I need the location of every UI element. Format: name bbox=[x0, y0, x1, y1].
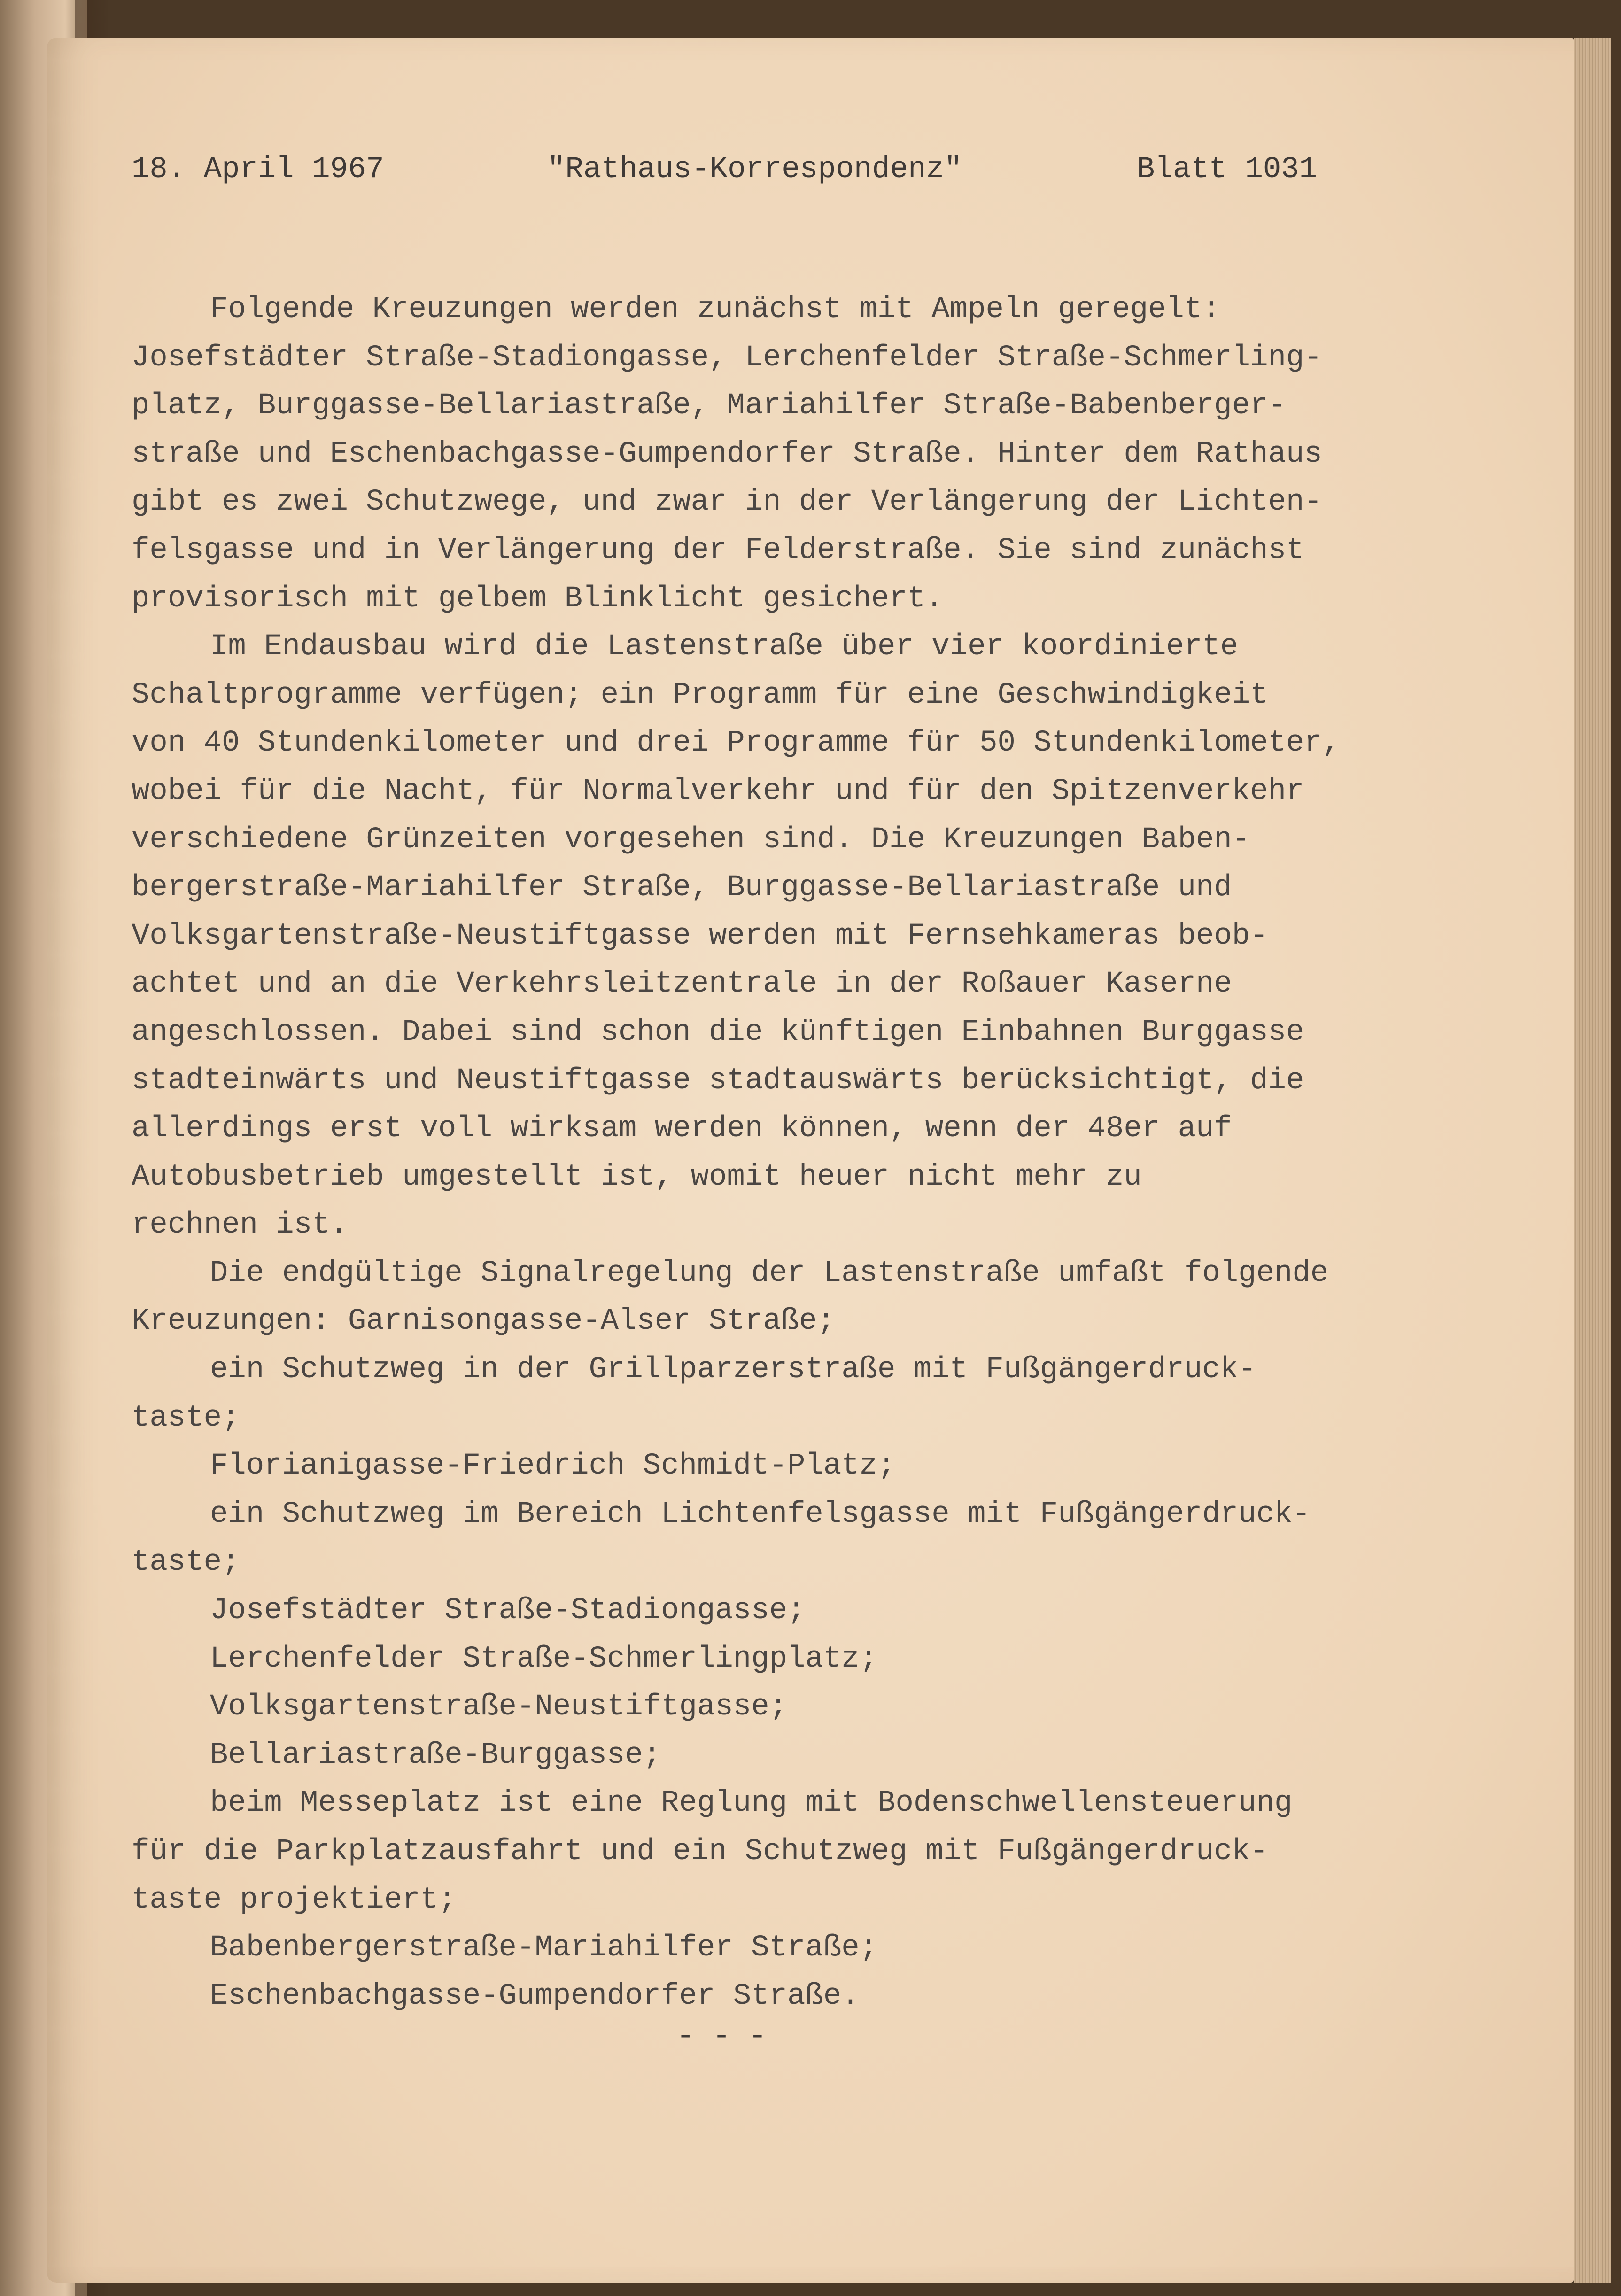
text-line: beim Messeplatz ist eine Reglung mit Bodenschwellensteuerung bbox=[210, 1786, 1293, 1821]
text-line: von 40 Stundenkilometer und drei Programme für 50 Stundenkilometer, bbox=[132, 726, 1341, 760]
text-line: bergerstraße-Mariahilfer Straße, Burggasse-Bellariastraße und bbox=[132, 871, 1232, 905]
text-line: taste projektiert; bbox=[132, 1883, 457, 1917]
text-line: Schaltprogramme verfügen; ein Programm für eine Geschwindigkeit bbox=[132, 678, 1268, 712]
text-line: taste; bbox=[132, 1545, 240, 1580]
text-line: Autobusbetrieb umgestellt ist, womit heuer nicht mehr zu bbox=[132, 1160, 1142, 1194]
header-publication: "Rathaus-Korrespondenz" bbox=[547, 153, 962, 186]
end-mark: - - - bbox=[676, 2020, 767, 2054]
text-line: Josefstädter Straße-Stadiongasse, Lerchenfelder Straße-Schmerling- bbox=[132, 341, 1322, 375]
text-line: ein Schutzweg in der Grillparzerstraße mit Fußgängerdruck- bbox=[210, 1353, 1256, 1387]
text-line: rechnen ist. bbox=[132, 1208, 348, 1242]
text-line: taste; bbox=[132, 1401, 240, 1435]
page-stack-edge bbox=[1574, 38, 1611, 2283]
text-line: stadteinwärts und Neustiftgasse stadtauswärts berücksichtigt, die bbox=[132, 1063, 1304, 1098]
text-line: Lerchenfelder Straße-Schmerlingplatz; bbox=[210, 1642, 878, 1676]
text-line: Im Endausbau wird die Lastenstraße über vier koordinierte bbox=[210, 630, 1239, 664]
text-line: für die Parkplatzausfahrt und ein Schutzweg mit Fußgängerdruck- bbox=[132, 1835, 1268, 1869]
text-line: ein Schutzweg im Bereich Lichtenfelsgasse mit Fußgängerdruck- bbox=[210, 1497, 1311, 1531]
text-line: Die endgültige Signalregelung der Lastenstraße umfaßt folgende bbox=[210, 1256, 1329, 1290]
text-line: Volksgartenstraße-Neustiftgasse werden mit Fernsehkameras beob- bbox=[132, 919, 1268, 953]
text-line: Bellariastraße-Burggasse; bbox=[210, 1738, 661, 1772]
text-line: achtet und an die Verkehrsleitzentrale in der Roßauer Kaserne bbox=[132, 967, 1232, 1001]
text-line: Kreuzungen: Garnisongasse-Alser Straße; bbox=[132, 1304, 835, 1339]
header-date: 18. April 1967 bbox=[132, 153, 384, 186]
text-line: verschiedene Grünzeiten vorgesehen sind. Die Kreuzungen Baben- bbox=[132, 822, 1250, 857]
text-line: platz, Burggasse-Bellariastraße, Mariahilfer Straße-Babenberger- bbox=[132, 389, 1286, 423]
text-line: provisorisch mit gelbem Blinklicht gesichert. bbox=[132, 582, 944, 616]
text-line: Eschenbachgasse-Gumpendorfer Straße. bbox=[210, 1979, 860, 2013]
text-line: wobei für die Nacht, für Normalverkehr und für den Spitzenverkehr bbox=[132, 774, 1304, 808]
page-header bbox=[132, 153, 1400, 200]
text-line: Babenbergerstraße-Mariahilfer Straße; bbox=[210, 1931, 878, 1965]
text-line: Volksgartenstraße-Neustiftgasse; bbox=[210, 1690, 787, 1724]
text-line: felsgasse und in Verlängerung der Felderstraße. Sie sind zunächst bbox=[132, 533, 1304, 567]
text-line: gibt es zwei Schutzwege, und zwar in der Verlängerung der Lichten- bbox=[132, 485, 1322, 520]
header-sheet-number: Blatt 1031 bbox=[1137, 153, 1318, 186]
text-line: Folgende Kreuzungen werden zunächst mit Ampeln geregelt: bbox=[210, 293, 1220, 326]
text-line: straße und Eschenbachgasse-Gumpendorfer Straße. Hinter dem Rathaus bbox=[132, 437, 1322, 471]
text-line: Josefstädter Straße-Stadiongasse; bbox=[210, 1594, 806, 1628]
document-body bbox=[132, 286, 1541, 2020]
text-line: allerdings erst voll wirksam werden können, wenn der 48er auf bbox=[132, 1112, 1232, 1146]
text-line: angeschlossen. Dabei sind schon die künftigen Einbahnen Burggasse bbox=[132, 1015, 1304, 1049]
text-line: Florianigasse-Friedrich Schmidt-Platz; bbox=[210, 1449, 896, 1483]
